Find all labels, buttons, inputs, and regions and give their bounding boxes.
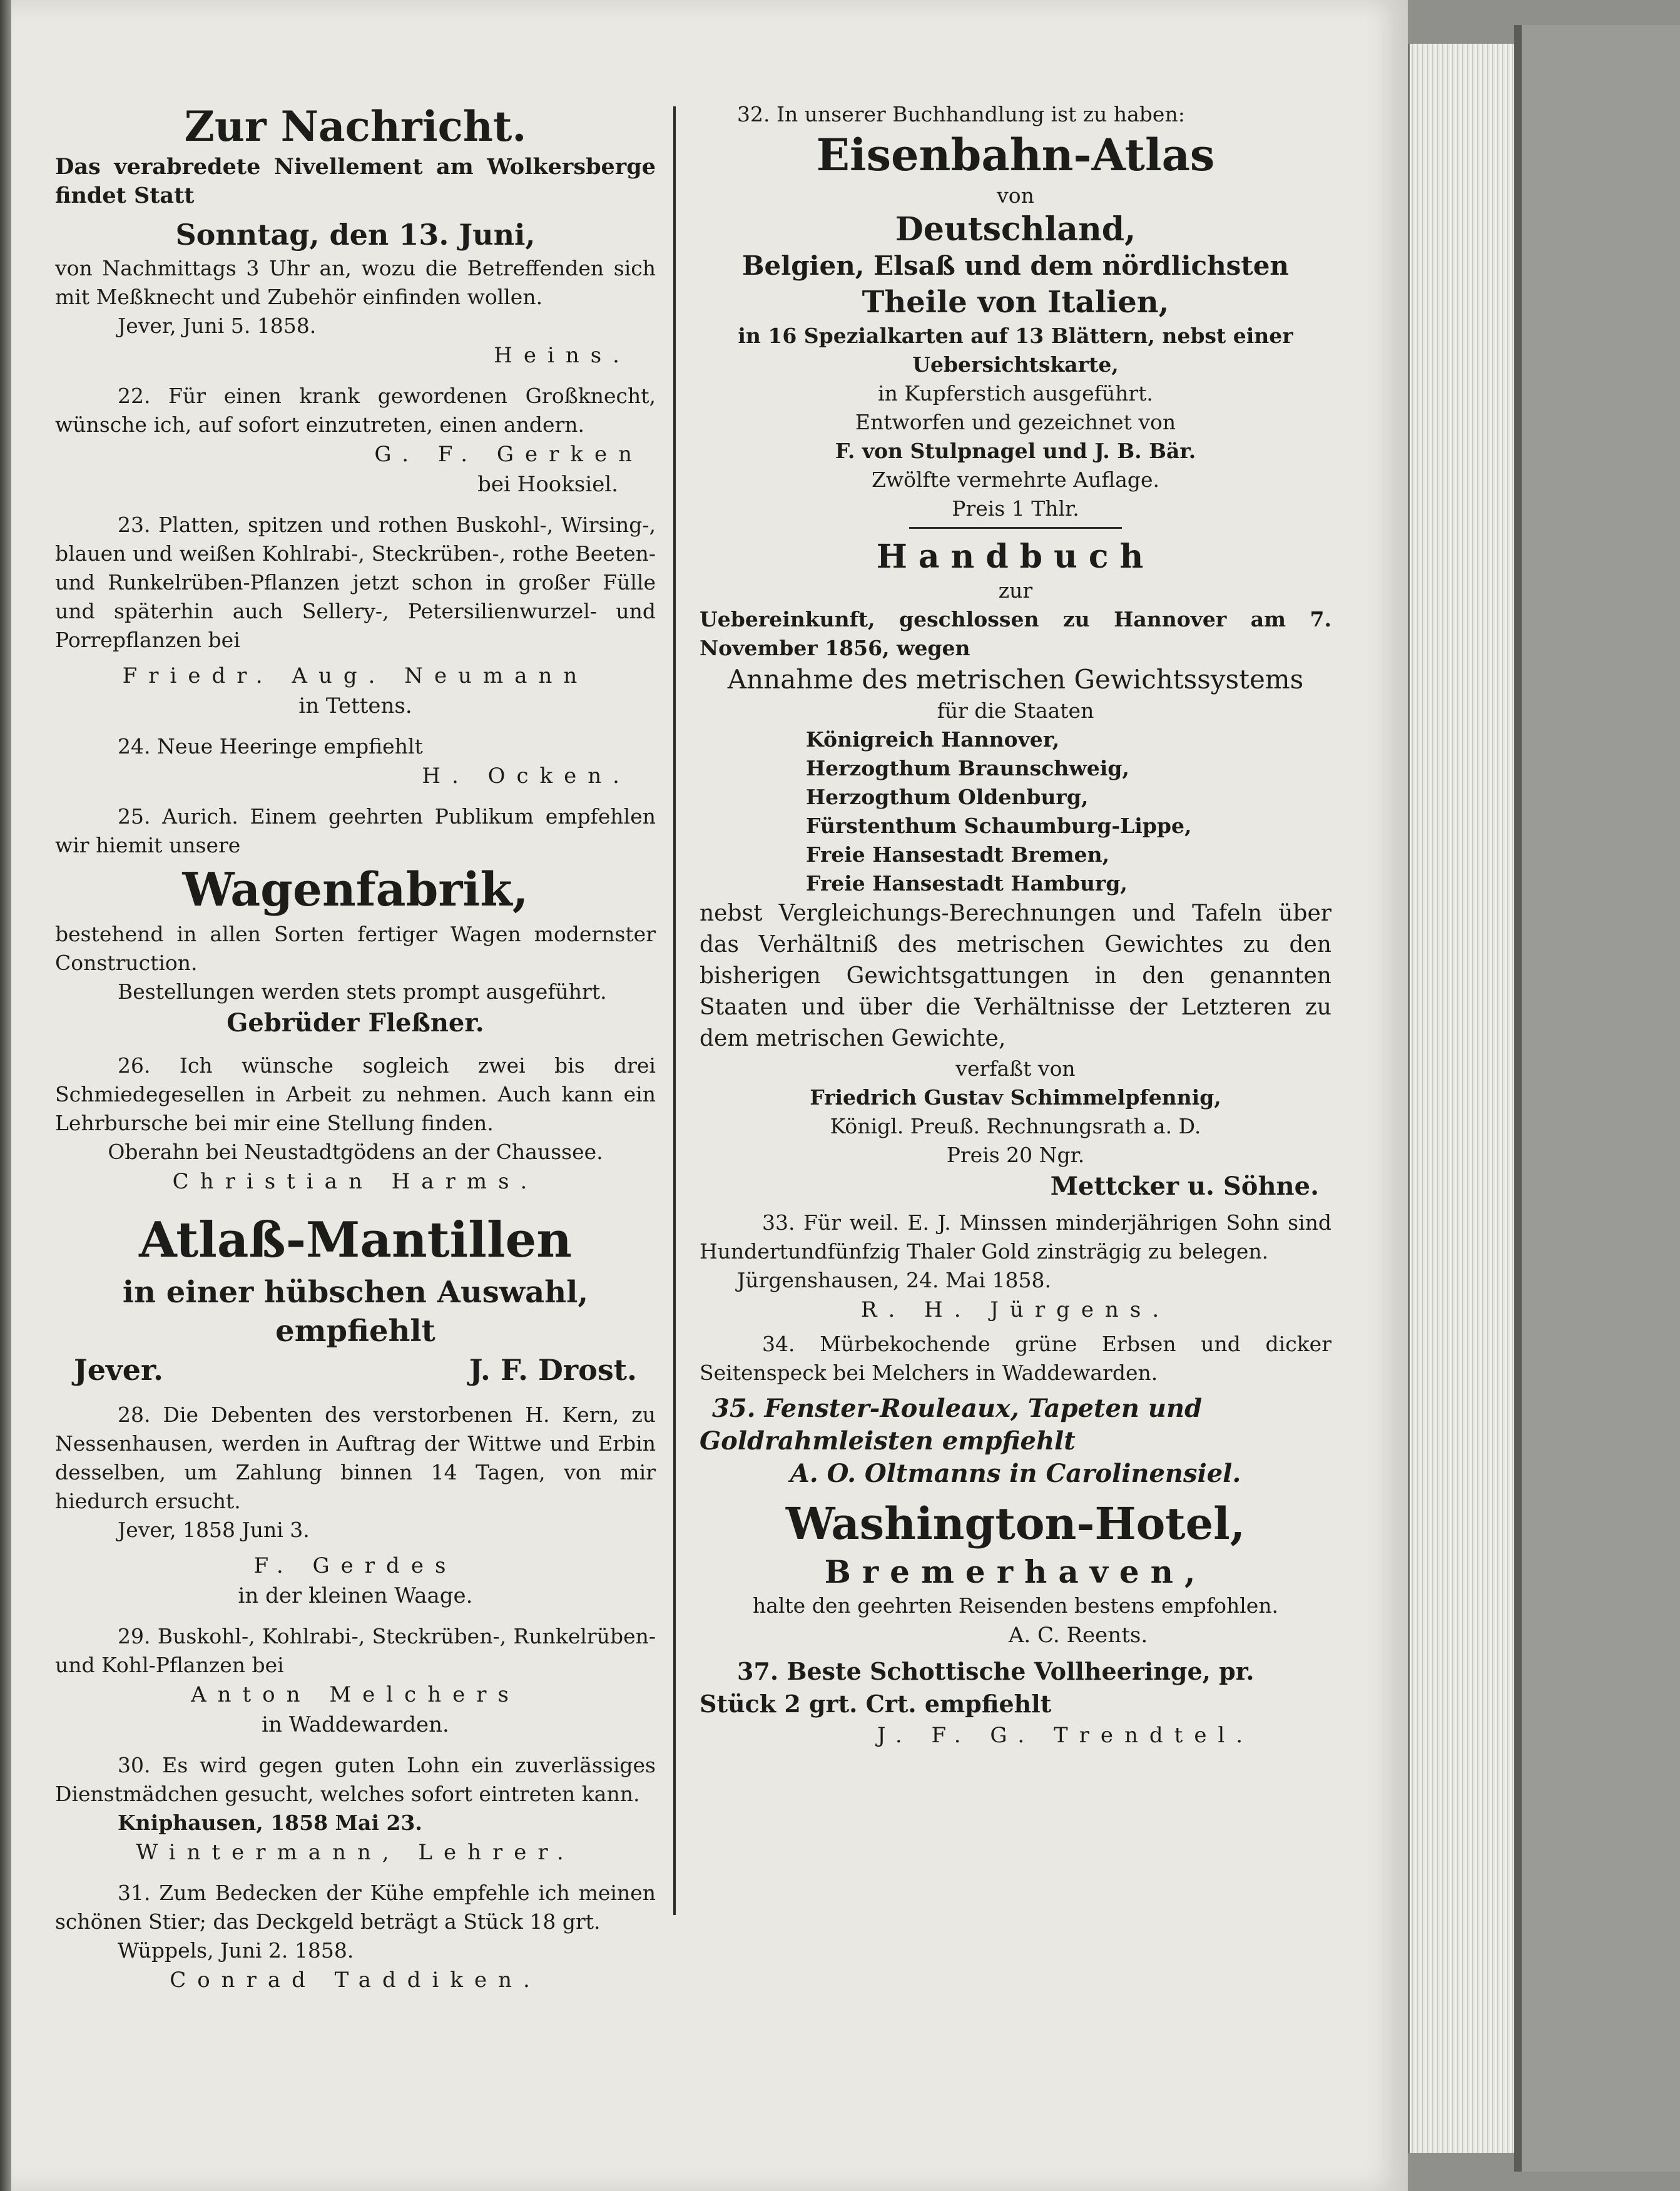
nachricht-line1: Das verabredete Nivellement am Wolkersberge findet Statt (55, 154, 656, 208)
atlass-footer (55, 1351, 656, 1389)
book-cover (1514, 25, 1680, 2172)
ad-37-line1: 37. Beste Schottische Vollheeringe, pr. (737, 1657, 1255, 1685)
ad-28-text: 28. Die Debenten des verstorbenen H. Kern, zu Nessenhausen, werden in Auftrag der Wittwe und Erbin desselben, um Zahlung binnen 14 Tagen, von mir hiedurch ersucht. (55, 1402, 656, 1513)
ad-33-text: 33. Für weil. E. J. Minssen minderjährigen Sohn sind Hundertundfünfzig Thaler Gold zinsträgig zu belegen. (700, 1210, 1331, 1264)
ad-29-signature-place: in Waddewarden. (262, 1712, 449, 1737)
ad-31-text: 31. Zum Bedecken der Kühe empfehle ich meinen schönen Stier; das Deckgeld beträgt a Stück 18 grt. (55, 1881, 656, 1934)
newspaper-page (11, 0, 1408, 2191)
ad-22-signature: G. F. Gerken (374, 442, 643, 467)
ad-25-headline: Wagenfabrik, (182, 863, 529, 917)
atlass-line: in einer hübschen Auswahl, empfiehlt (122, 1275, 589, 1349)
ad-22-text: 22. Für einen krank gewordenen Großknecht, wünsche ich, auf sofort einzutreten, einen andern. (55, 384, 656, 437)
list-item: Freie Hansestadt Hamburg, (806, 871, 1128, 896)
handbuch-zur: zur (998, 578, 1033, 603)
ad-25-text: 25. Aurich. Einem geehrten Publikum empfehlen wir hiemit unsere (55, 804, 656, 857)
handbuch-states-list (806, 725, 1331, 898)
ad-24-signature: H. Ocken. (422, 764, 631, 789)
washington-line: halte den geehrten Reisenden bestens empfohlen. (752, 1593, 1279, 1618)
ad-23-text: 23. Platten, spitzen und rothen Buskohl-, Wirsing-, blauen und weißen Kohlrabi-, Steckrüben-, rothe Beeten- und Runkelrüben-Pflanzen jetzt schon in großer Fülle und späterhin auch Sellery-, Petersilienwurzel- und Porrepflanzen bei (55, 513, 656, 652)
ad-23-signature-place: in Tettens. (298, 693, 412, 718)
washington-signature: A. C. Reents. (1008, 1623, 1148, 1648)
ad-32-edition: Zwölfte vermehrte Auflage. (871, 467, 1160, 492)
ad-32-von: von (997, 183, 1034, 208)
list-item: Herzogthum Oldenburg, (806, 785, 1089, 809)
nachricht-place: Jever, Juni 5. 1858. (118, 314, 317, 338)
nachricht-title: Zur Nachricht. (184, 102, 527, 151)
ad-28-place: Jever, 1858 Juni 3. (118, 1518, 310, 1542)
ad-26-text: 26. Ich wünsche sogleich zwei bis drei Schmiedegesellen in Arbeit zu nehmen. Auch kann ein Lehrbursche bei mir eine Stellung finden. (55, 1053, 656, 1135)
ad-34-text: 34. Mürbekochende grüne Erbsen und dicker Seitenspeck bei Melchers in Waddewarden. (700, 1332, 1331, 1385)
ad-32-desc2: Uebersichtskarte, (912, 352, 1119, 377)
handbuch-line2: Annahme des metrischen Gewichtssystems (727, 664, 1304, 695)
ad-30-signature: Wintermann, Lehrer. (136, 1840, 575, 1865)
ad-25-signature: Gebrüder Fleßner. (227, 1008, 484, 1038)
ad-30-place: Kniphausen, 1858 Mai 23. (118, 1811, 422, 1835)
handbuch-author: Friedrich Gustav Schimmelpfennig, (810, 1085, 1221, 1110)
handbuch-verfasst: verfaßt von (955, 1056, 1076, 1081)
ad-24-text: 24. Neue Heeringe empfiehlt (118, 734, 423, 758)
ad-32-desc1: in 16 Spezialkarten auf 13 Blättern, nebst einer (738, 324, 1293, 348)
nachricht-body: von Nachmittags 3 Uhr an, wozu die Betreffenden sich mit Meßknecht und Zubehör einfinden wollen. (55, 256, 656, 309)
ad-35-line2: Goldrahmleisten empfiehlt (700, 1426, 1076, 1456)
ad-32-country3: Theile von Italien, (862, 285, 1169, 320)
ad-37-signature: J. F. G. Trendtel. (877, 1723, 1255, 1748)
handbuch-price: Preis 20 Ngr. (946, 1143, 1085, 1167)
binding-shadow (0, 0, 11, 2191)
ad-33-place: Jürgenshausen, 24. Mai 1858. (737, 1268, 1051, 1292)
ad-37-line2: Stück 2 grt. Crt. empfiehlt (700, 1690, 1052, 1718)
handbuch-title: Handbuch (876, 538, 1155, 576)
ad-32-country1: Deutschland, (895, 210, 1136, 248)
ad-32-intro: 32. In unserer Buchhandlung ist zu haben: (737, 102, 1185, 126)
ad-32-desc4: Entworfen und gezeichnet von (855, 410, 1176, 434)
ad-28-signature: F. Gerdes (253, 1553, 457, 1578)
ad-31-signature: Conrad Taddiken. (170, 1968, 541, 1993)
section-rule (909, 527, 1122, 529)
list-item: Herzogthum Braunschweig, (806, 756, 1129, 780)
ad-23-signature: Friedr. Aug. Neumann (122, 663, 589, 688)
ad-32-desc3: in Kupferstich ausgeführt. (878, 381, 1153, 406)
ad-31-place: Wüppels, Juni 2. 1858. (118, 1938, 354, 1963)
ad-32-country2: Belgien, Elsaß und dem nördlichsten (742, 250, 1289, 281)
ad-35-line3: A. O. Oltmanns in Carolinensiel. (790, 1459, 1241, 1488)
column-divider (673, 106, 676, 1915)
list-item: Königreich Hannover, (806, 727, 1060, 752)
handbuch-body: nebst Vergleichungs-Berechnungen und Tafeln über das Verhältniß des metrischen Gewichtes zu den bisherigen Gewichtsgattungen in den genannten Staaten und über die Verhältnisse der Letzteren zu dem metrischen Gewichte, (700, 901, 1331, 1051)
ad-32-price: Preis 1 Thlr. (952, 496, 1079, 521)
ad-29-signature: Anton Melchers (191, 1682, 520, 1707)
ad-29-text: 29. Buskohl-, Kohlrabi-, Steckrüben-, Runkelrüben- und Kohl-Pflanzen bei (55, 1624, 656, 1677)
book-page-edges (1408, 44, 1516, 2153)
ad-32-authors: F. von Stulpnagel und J. B. Bär. (835, 439, 1196, 463)
right-column (700, 100, 1331, 1750)
ad-25-line: Bestellungen werden stets prompt ausgeführt. (118, 979, 607, 1004)
handbuch-author-title: Königl. Preuß. Rechnungsrath a. D. (830, 1114, 1201, 1138)
atlass-headline: Atlaß-Mantillen (139, 1212, 572, 1269)
handbuch-publisher: Mettcker u. Söhne. (1050, 1172, 1319, 1201)
ad-30-text: 30. Es wird gegen guten Lohn ein zuverlässiges Dienstmädchen gesucht, welches sofort eintreten kann. (55, 1753, 656, 1806)
handbuch-line1: Uebereinkunft, geschlossen zu Hannover am 7. November 1856, wegen (700, 607, 1331, 660)
list-item: Fürstenthum Schaumburg-Lippe, (806, 814, 1192, 838)
nachricht-date: Sonntag, den 13. Juni, (175, 218, 536, 252)
handbuch-line3: für die Staaten (937, 698, 1094, 723)
ad-28-signature-place: in der kleinen Waage. (238, 1583, 473, 1608)
atlass-place: Jever. (74, 1353, 164, 1387)
ad-26-signature: Christian Harms. (172, 1169, 539, 1194)
list-item: Freie Hansestadt Bremen, (806, 842, 1110, 867)
ad-35-line1: 35. Fenster-Rouleaux, Tapeten und (712, 1394, 1203, 1423)
atlass-signature: J. F. Drost. (469, 1353, 637, 1387)
left-column (55, 100, 656, 1995)
ad-32-title: Eisenbahn-Atlas (816, 129, 1215, 181)
ad-26-place: Oberahn bei Neustadtgödens an der Chaussee. (108, 1140, 603, 1164)
ad-22-signature-place: bei Hooksiel. (477, 472, 618, 497)
washington-headline: Washington-Hotel, (785, 1498, 1246, 1550)
ad-25-body: bestehend in allen Sorten fertiger Wagen modernster Construction. (55, 922, 656, 975)
nachricht-signature: Heins. (494, 343, 631, 368)
ad-33-signature: R. H. Jürgens. (860, 1297, 1171, 1322)
washington-city: Bremerhaven, (824, 1553, 1207, 1590)
